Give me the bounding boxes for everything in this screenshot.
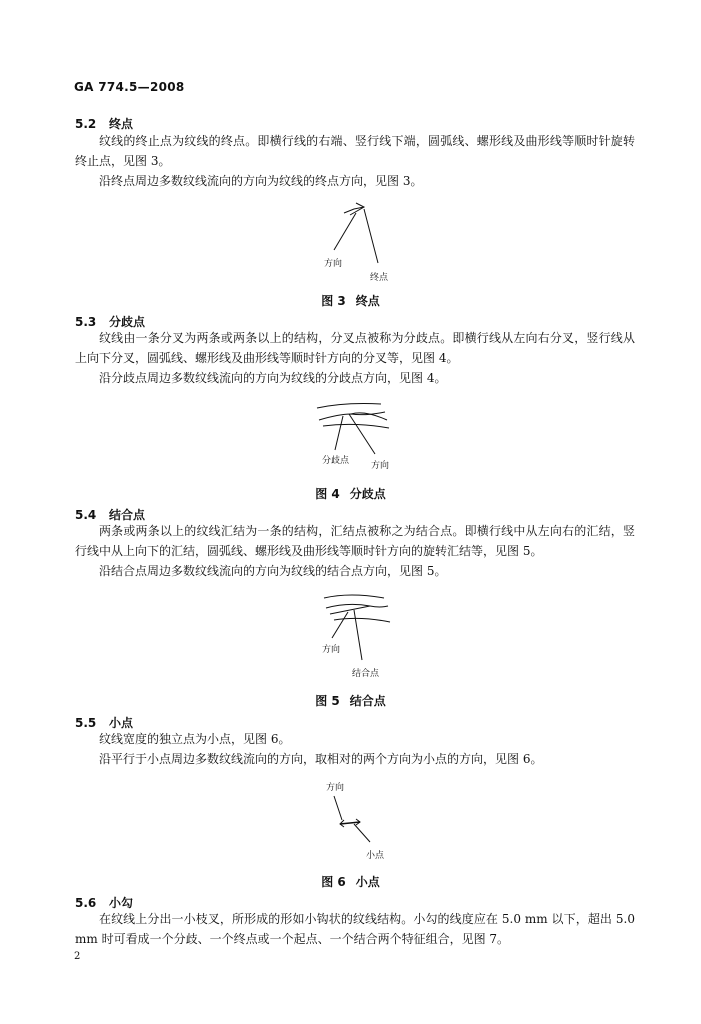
- section-number: 5.2: [75, 117, 97, 131]
- figure-number: 图 6: [321, 875, 346, 889]
- figure-label: 分歧点: [322, 456, 350, 466]
- document-header: GA 774.5—2008: [74, 80, 185, 94]
- ridge-line: [324, 595, 384, 598]
- section-heading-5-2: [75, 115, 133, 132]
- leader-line: [364, 209, 378, 263]
- ridge-line: [330, 606, 370, 614]
- section-number: 5.4: [75, 508, 97, 522]
- leader-line: [332, 612, 348, 638]
- figure-4-drawing: [315, 398, 395, 458]
- figure-caption: [0, 292, 701, 309]
- leader-line: [354, 610, 362, 660]
- section-number: 5.5: [75, 716, 97, 730]
- leader-line: [334, 213, 356, 250]
- leader-line: [349, 414, 375, 454]
- ridge-line: [344, 207, 364, 213]
- figure-caption: [0, 873, 701, 890]
- figure-caption: [0, 485, 701, 502]
- figure-label: 方向: [371, 461, 390, 471]
- ridge-line: [326, 604, 388, 608]
- paragraph: 两条或两条以上的纹线汇结为一条的结构，汇结点被称之为结合点。即横行线中从左向右的汇结，竖行线中从上向下的汇结，圆弧线、螺形线及曲形线等顺时针方向的旋转汇结等，见图 5。: [75, 524, 635, 558]
- figure-number: 图 3: [321, 294, 346, 308]
- section-number: 5.6: [75, 896, 97, 910]
- figure-title: 终点: [355, 294, 380, 308]
- paragraph: 沿终点周边多数纹线流向的方向为纹线的终点方向，见图 3。: [99, 174, 423, 188]
- paragraph: 在纹线上分出一小枝叉，所形成的形如小钩状的纹线结构。小勾的线度应在 5.0 mm 以下，超出 5.0 mm 时可看成一个分歧、一个终点或一个起点、一个结合两个特征组合，见图 7。: [75, 912, 635, 946]
- ridge-line: [317, 404, 381, 409]
- paragraph: 纹线的终止点为纹线的终点。即横行线的右端、竖行线下端，圆弧线、螺形线及曲形线等顺时针旋转终止点，见图 3。: [75, 134, 635, 168]
- paragraph: 沿结合点周边多数纹线流向的方向为纹线的结合点方向，见图 5。: [99, 564, 447, 578]
- figure-title: 小点: [355, 875, 380, 889]
- section-title: 分歧点: [109, 315, 146, 329]
- figure-title: 分歧点: [349, 487, 386, 501]
- ridge-line: [350, 203, 364, 215]
- section-number: 5.3: [75, 315, 97, 329]
- section-title: 小勾: [109, 896, 134, 910]
- figure-number: 图 5: [315, 694, 340, 708]
- leader-line: [334, 796, 342, 820]
- figure-5-drawing: [320, 590, 400, 670]
- figure-label: 结合点: [352, 669, 380, 679]
- figure-title: 结合点: [349, 694, 386, 708]
- paragraph: 纹线宽度的独立点为小点，见图 6。: [99, 732, 291, 746]
- paragraph: 沿分歧点周边多数纹线流向的方向为纹线的分歧点方向，见图 4。: [99, 371, 447, 385]
- section-title: 结合点: [109, 508, 146, 522]
- leader-line: [354, 824, 370, 842]
- section-title: 小点: [109, 716, 134, 730]
- paragraph: 纹线由一条分叉为两条或两条以上的结构，分叉点被称为分歧点。即横行线从左向右分叉，竖行线从上向下分叉，圆弧线、螺形线及曲形线等顺时针方向的分叉等，见图 4。: [75, 331, 635, 365]
- figure-label: 方向: [324, 259, 343, 269]
- section-title: 终点: [109, 117, 134, 131]
- figure-6-drawing: [320, 790, 400, 850]
- leader-line: [335, 416, 343, 450]
- figure-caption: [0, 692, 701, 709]
- paragraph: 沿平行于小点周边多数纹线流向的方向，取相对的两个方向为小点的方向，见图 6。: [99, 752, 543, 766]
- figure-number: 图 4: [315, 487, 340, 501]
- ridge-line: [351, 413, 387, 420]
- figure-label: 方向: [322, 645, 341, 655]
- page-number: 2: [74, 951, 81, 962]
- figure-label: 小点: [366, 851, 385, 861]
- figure-label: 方向: [326, 783, 345, 793]
- figure-label: 终点: [370, 273, 389, 283]
